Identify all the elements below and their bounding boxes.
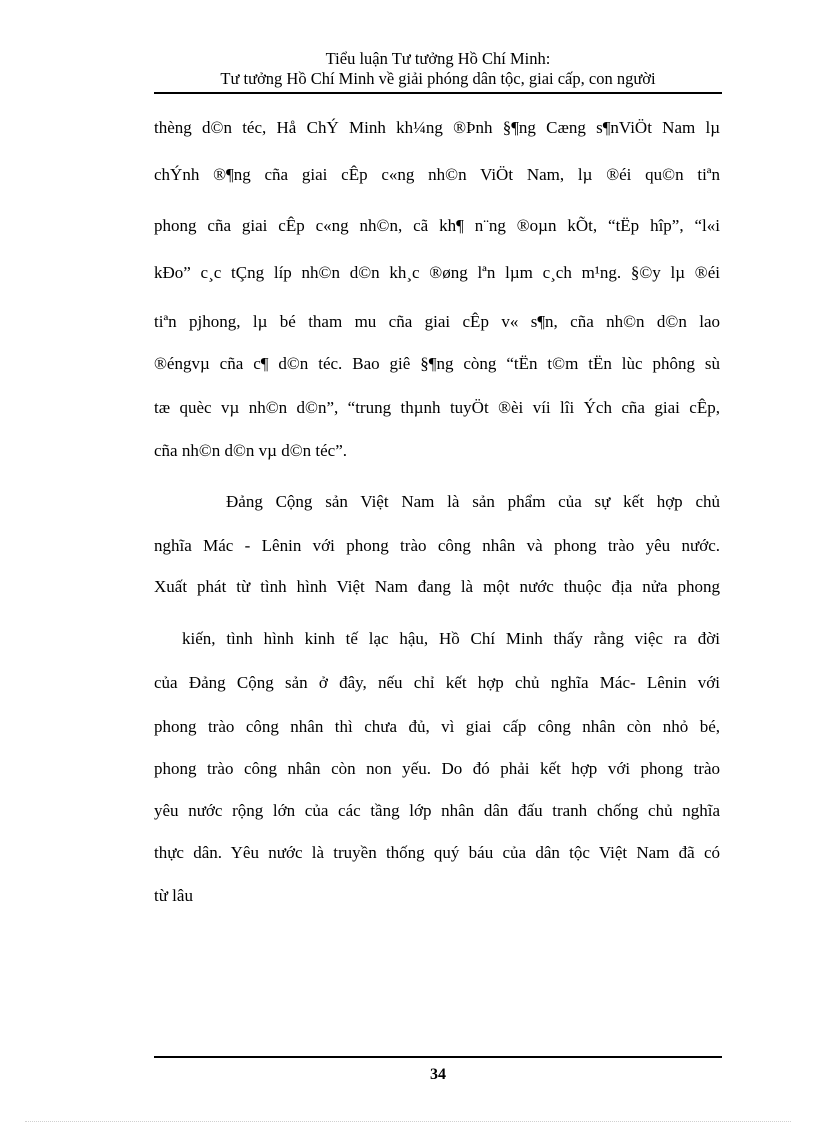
text-line: ®éngvµ cña c¶ d©n téc. Bao giê §¶ng còng “tËn t©m tËn lùc phông sù	[154, 354, 720, 373]
header-title-line-2: Tư tưởng Hồ Chí Minh về giải phóng dân tộc, giai cấp, con người	[220, 69, 656, 88]
text-line: tiªn pjhong, lµ bé tham mu cña giai cÊp v« s¶n, cña nh©n d©n lao	[154, 312, 720, 331]
text-line: phong trào công nhân thì chưa đủ, vì giai cấp công nhân còn nhỏ bé,	[154, 717, 720, 736]
text-line: yêu nước rộng lớn của các tầng lớp nhân dân đấu tranh chống chủ nghĩa	[154, 801, 720, 820]
text-line: Xuất phát từ tình hình Việt Nam đang là một nước thuộc địa nửa phong	[154, 577, 720, 596]
text-line: từ lâu	[154, 886, 193, 905]
text-line: chÝnh ®¶ng cña giai cÊp c«ng nh©n ViÖt Nam, lµ ®éi qu©n tiªn	[154, 165, 720, 184]
page-header	[154, 49, 722, 94]
page-number: 34	[430, 1066, 446, 1083]
text-line: phong trào công nhân còn non yếu. Do đó phải kết hợp với phong trào	[154, 759, 720, 778]
text-line: phong cña giai cÊp c«ng nh©n, cã kh¶ n¨ng ®oµn kÕt, “tËp hîp”, “l«i	[154, 216, 720, 235]
page-edge-dotted-line	[25, 1121, 791, 1122]
text-line: thực dân. Yêu nước là truyền thống quý báu của dân tộc Việt Nam đã có	[154, 843, 720, 862]
text-line: kiến, tình hình kinh tế lạc hậu, Hồ Chí Minh thấy rằng việc ra đời	[182, 629, 720, 648]
footer-divider	[154, 1056, 722, 1058]
text-line: kÐo” c¸c tÇng líp nh©n d©n kh¸c ®øng lªn lµm c¸ch m¹ng. §©y lµ ®éi	[154, 263, 720, 282]
text-line: nghĩa Mác - Lênin với phong trào công nhân và phong trào yêu nước.	[154, 536, 720, 555]
header-title-line-1: Tiểu luận Tư tưởng Hồ Chí Minh:	[325, 49, 551, 68]
text-line: của Đảng Cộng sản ở đây, nếu chỉ kết hợp chủ nghĩa Mác- Lênin với	[154, 673, 720, 692]
text-line: cña nh©n d©n vµ d©n téc”.	[154, 441, 347, 460]
text-line: Đảng Cộng sản Việt Nam là sản phẩm của sự kết hợp chủ	[226, 492, 720, 511]
text-line: tæ quèc vµ nh©n d©n”, “trung thµnh tuyÖt ®èi víi lîi Ých cña giai cÊp,	[154, 398, 720, 417]
text-line: thèng d©n téc, Hå ChÝ Minh kh¼ng ®Þnh §¶ng Cæng s¶nViÖt Nam lµ	[154, 118, 720, 137]
